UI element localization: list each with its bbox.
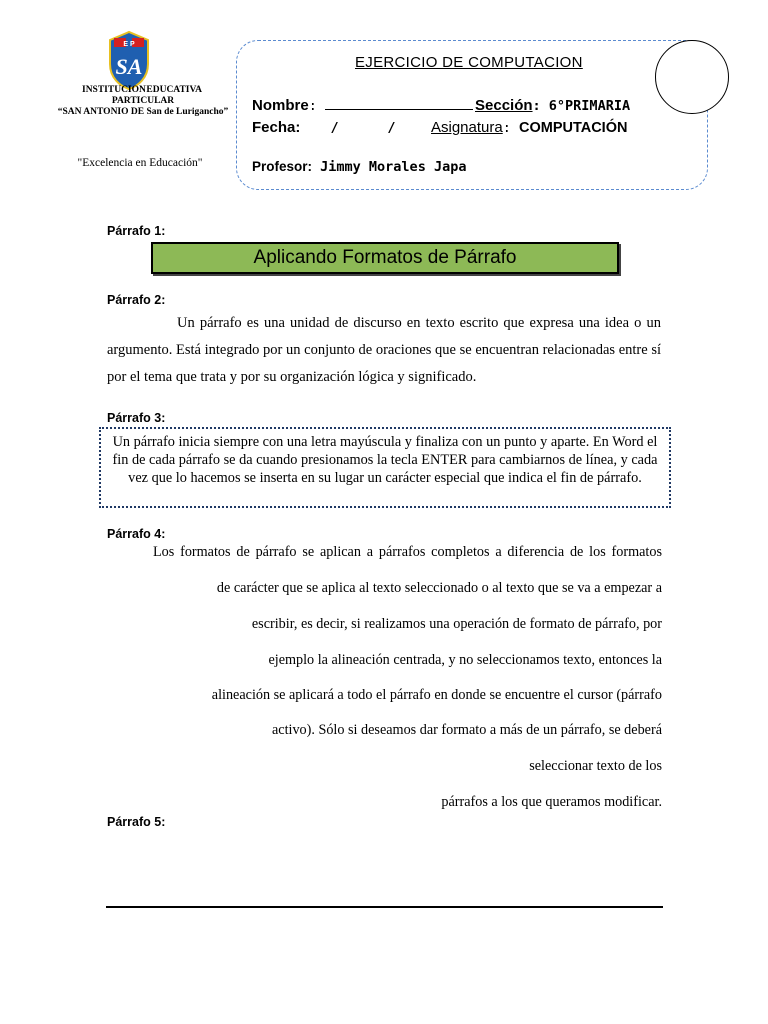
nombre-label: Nombre (252, 97, 309, 114)
seccion-value: 6°PRIMARIA (548, 98, 631, 114)
school-name (44, 85, 242, 118)
asignatura-label: Asignatura (431, 119, 503, 136)
paragraph-4-line: escribir, es decir, si realizamos una operación de formato de párrafo, por (251, 616, 662, 632)
paragraph-2-body: Un párrafo es una unidad de discurso en texto escrito que expresa una idea o un argumento. Está integrado por un conjunto de oraciones que se encuentran relacionadas entre sí por el tema que trata y por su organización lógica y significado. (107, 315, 661, 385)
seccion-row: Sección: 6°PRIMARIA (475, 97, 631, 114)
school-motto: "Excelencia en Educación" (77, 157, 203, 169)
paragraph-4-line: alineación se aplicará a todo el párrafo en donde se encuentre el cursor (párrafo (211, 687, 662, 703)
fecha-label: Fecha: (252, 119, 301, 136)
grade-circle (655, 40, 729, 114)
logo-letters: SA (115, 54, 143, 79)
paragraph-4-line: Los formatos de párrafo se aplican a párrafos completos a diferencia de los formatos (153, 544, 662, 560)
paragraph-4-line: activo). Sólo si deseamos dar formato a más de un párrafo, se deberá (271, 722, 662, 738)
paragraph-2-label: Párrafo 2: (107, 293, 166, 307)
school-name-line3: “SAN ANTONIO DE San de Lurigancho” (57, 107, 229, 117)
asignatura-row: Asignatura: COMPUTACIÓN (431, 119, 628, 136)
fecha-value[interactable]: / / (330, 120, 396, 136)
paragraph-1-label: Párrafo 1: (107, 224, 166, 238)
nombre-row: Nombre: (252, 97, 473, 114)
paragraph-4-line: párrafos a los que queramos modificar. (441, 794, 662, 810)
svg-text:E P: E P (123, 41, 135, 48)
fecha-row (252, 119, 396, 136)
school-name-line1b: EDUCATIVA (146, 85, 202, 95)
school-logo (106, 30, 152, 90)
seccion-label: Sección (475, 97, 533, 114)
paragraph-5-label: Párrafo 5: (107, 815, 166, 829)
answer-line (106, 906, 663, 908)
paragraph-4-line: ejemplo la alineación centrada, y no seleccionamos texto, entonces la (268, 652, 662, 668)
paragraph-3-box: Un párrafo inicia siempre con una letra mayúscula y finaliza con un punto y aparte. En Word el fin de cada párrafo se da cuando presionamos la tecla ENTER para cambiarnos de línea, y cada vez que lo hacemos se inserta en su lugar un carácter especial que indica el fin de párrafo. (99, 427, 671, 508)
school-name-line2: PARTICULAR (111, 96, 175, 106)
paragraph-4-line: seleccionar texto de los (529, 758, 662, 774)
profesor-value: Jimmy Morales Japa (320, 159, 467, 175)
paragraph-2-text (107, 310, 661, 391)
paragraph-4-line: de carácter que se aplica al texto seleccionado o al texto que se va a empezar a (216, 580, 662, 596)
school-name-line1a: INSTITUCION (82, 85, 146, 95)
title-banner: Aplicando Formatos de Párrafo (151, 242, 619, 274)
profesor-label: Profesor: (252, 159, 313, 174)
profesor-row (252, 159, 466, 175)
paragraph-3-label: Párrafo 3: (107, 411, 166, 425)
nombre-field[interactable] (325, 97, 473, 110)
asignatura-value: COMPUTACIÓN (518, 120, 628, 136)
paragraph-4-label: Párrafo 4: (107, 527, 166, 541)
exercise-title: EJERCICIO DE COMPUTACION (355, 54, 583, 71)
